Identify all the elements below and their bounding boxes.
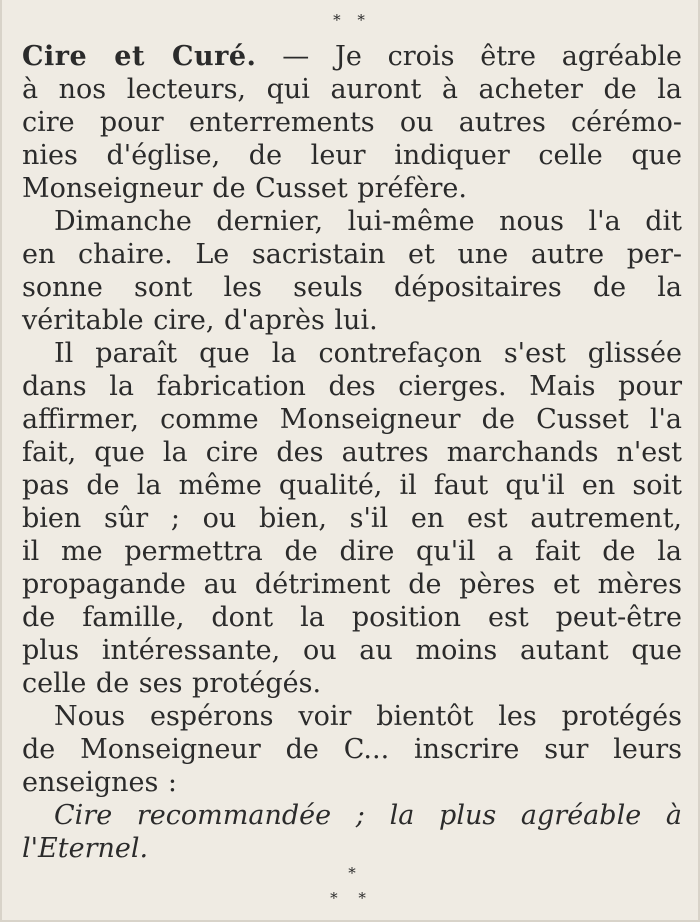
article-line-2: à nos lecteurs, qui auront à acheter de la: [22, 74, 682, 105]
article-line-1-text: — Je crois être agréable: [256, 41, 682, 72]
article-line-9: véritable cire, d'après lui.: [22, 305, 378, 336]
article-line-5: Monseigneur de Cusset préfère.: [22, 173, 467, 204]
article-line-18: de famille, dont la position est peut-être: [22, 602, 682, 633]
article-line-10: Il paraît que la contrefaçon s'est glissée: [54, 338, 682, 369]
ornament-asterisks-top: * *: [333, 11, 371, 29]
article-heading: Cire et Curé.: [22, 41, 257, 72]
article-line-16: il me permettra de dire qu'il a fait de la: [22, 536, 682, 567]
article-line-3: cire pour enterrements ou autres cérémo-: [22, 107, 682, 138]
article-line-6: Dimanche dernier, lui-même nous l'a dit: [54, 206, 682, 237]
article-line-14: pas de la même qualité, il faut qu'il en soit: [22, 470, 682, 501]
article-line-12: affirmer, comme Monseigneur de Cusset l'a: [22, 404, 682, 435]
article-line-4: nies d'église, de leur indiquer celle que: [22, 140, 682, 171]
article-line-1: [22, 40, 682, 73]
article-line-25: l'Eternel.: [22, 833, 149, 864]
ornament-asterisks-bottom: * *: [330, 889, 374, 907]
article-line-21: Nous espérons voir bientôt les protégés: [54, 701, 682, 732]
article-line-8: sonne sont les seuls dépositaires de la: [22, 272, 682, 303]
article-line-7: en chaire. Le sacristain et une autre per-: [22, 239, 682, 270]
ornament-asterisk-bottom: *: [348, 864, 356, 882]
article-line-22: de Monseigneur de C... inscrire sur leurs: [22, 734, 682, 765]
article-line-17: propagande au détriment de pères et mères: [22, 569, 682, 600]
article-line-13: fait, que la cire des autres marchands n'est: [22, 437, 682, 468]
article-column: [22, 40, 682, 865]
article-line-15: bien sûr ; ou bien, s'il en est autrement,: [22, 503, 682, 534]
article-line-24: Cire recommandée ; la plus agréable à: [54, 800, 682, 831]
article-line-20: celle de ses protégés.: [22, 668, 322, 699]
article-line-23: enseignes :: [22, 767, 178, 798]
article-line-19: plus intéressante, ou au moins autant que: [22, 635, 682, 666]
article-line-11: dans la fabrication des cierges. Mais pour: [22, 371, 682, 402]
